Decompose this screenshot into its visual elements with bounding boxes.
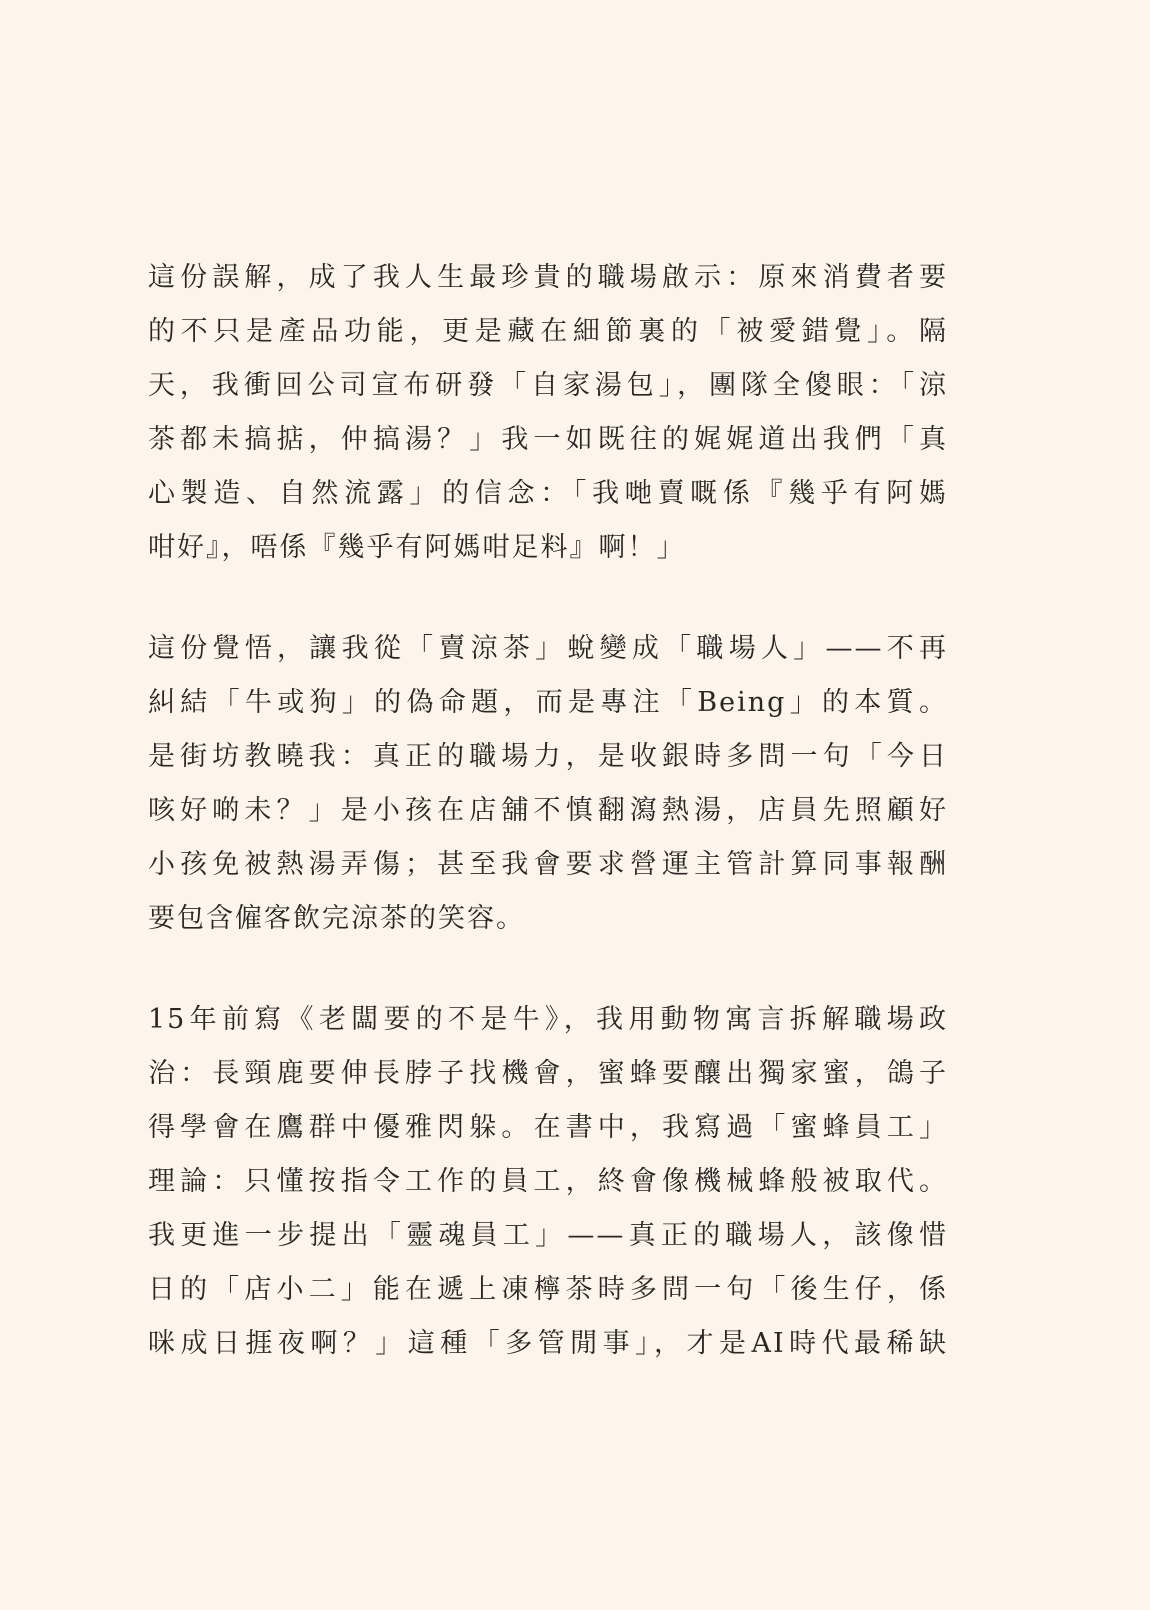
text-line: 的不只是產品功能，更是藏在細節裏的「被愛錯覺」。隔 bbox=[148, 316, 948, 347]
text-line: 咪成日捱夜啊？」這種「多管閒事」，才是AI時代最稀缺 bbox=[148, 1328, 948, 1359]
text-line: 這份誤解，成了我人生最珍貴的職場啟示：原來消費者要 bbox=[148, 262, 948, 293]
text-line: 咳好啲未？」是小孩在店舖不慎翻瀉熱湯，店員先照顧好 bbox=[148, 795, 948, 826]
text-line: 我更進一步提出「靈魂員工」——真正的職場人，該像惜 bbox=[148, 1220, 948, 1251]
text-line: 心製造、自然流露」的信念：「我哋賣嘅係『幾乎有阿媽 bbox=[148, 478, 948, 509]
paragraph-3 bbox=[148, 993, 948, 1371]
text-line: 理論：只懂按指令工作的員工，終會像機械蜂般被取代。 bbox=[148, 1166, 948, 1197]
text-line: 這份覺悟，讓我從「賣涼茶」蛻變成「職場人」——不再 bbox=[148, 633, 948, 664]
text-line: 茶都未搞掂，仲搞湯？」我一如既往的娓娓道出我們「真 bbox=[148, 424, 948, 455]
text-line: 得學會在鷹群中優雅閃躲。在書中，我寫過「蜜蜂員工」 bbox=[148, 1112, 948, 1143]
text-line: 糾結「牛或狗」的偽命題，而是專注「Being」的本質。 bbox=[148, 687, 948, 718]
text-line: 是街坊教曉我：真正的職場力，是收銀時多問一句「今日 bbox=[148, 741, 948, 772]
text-line: 日的「店小二」能在遞上凍檸茶時多問一句「後生仔，係 bbox=[148, 1274, 948, 1305]
text-line: 要包含僱客飲完涼茶的笑容。 bbox=[148, 903, 525, 934]
paragraph-1 bbox=[148, 251, 948, 575]
text-line: 天，我衝回公司宣布研發「自家湯包」，團隊全傻眼：「涼 bbox=[148, 370, 948, 401]
text-line: 15年前寫《老闆要的不是牛》，我用動物寓言拆解職場政 bbox=[148, 1004, 948, 1035]
text-line: 小孩免被熱湯弄傷；甚至我會要求營運主管計算同事報酬 bbox=[148, 849, 948, 880]
text-line: 咁好』，唔係『幾乎有阿媽咁足料』啊！」 bbox=[148, 532, 686, 563]
document-page bbox=[148, 251, 948, 1371]
paragraph-2 bbox=[148, 622, 948, 946]
text-line: 治：長頸鹿要伸長脖子找機會，蜜蜂要釀出獨家蜜，鴿子 bbox=[148, 1058, 948, 1089]
